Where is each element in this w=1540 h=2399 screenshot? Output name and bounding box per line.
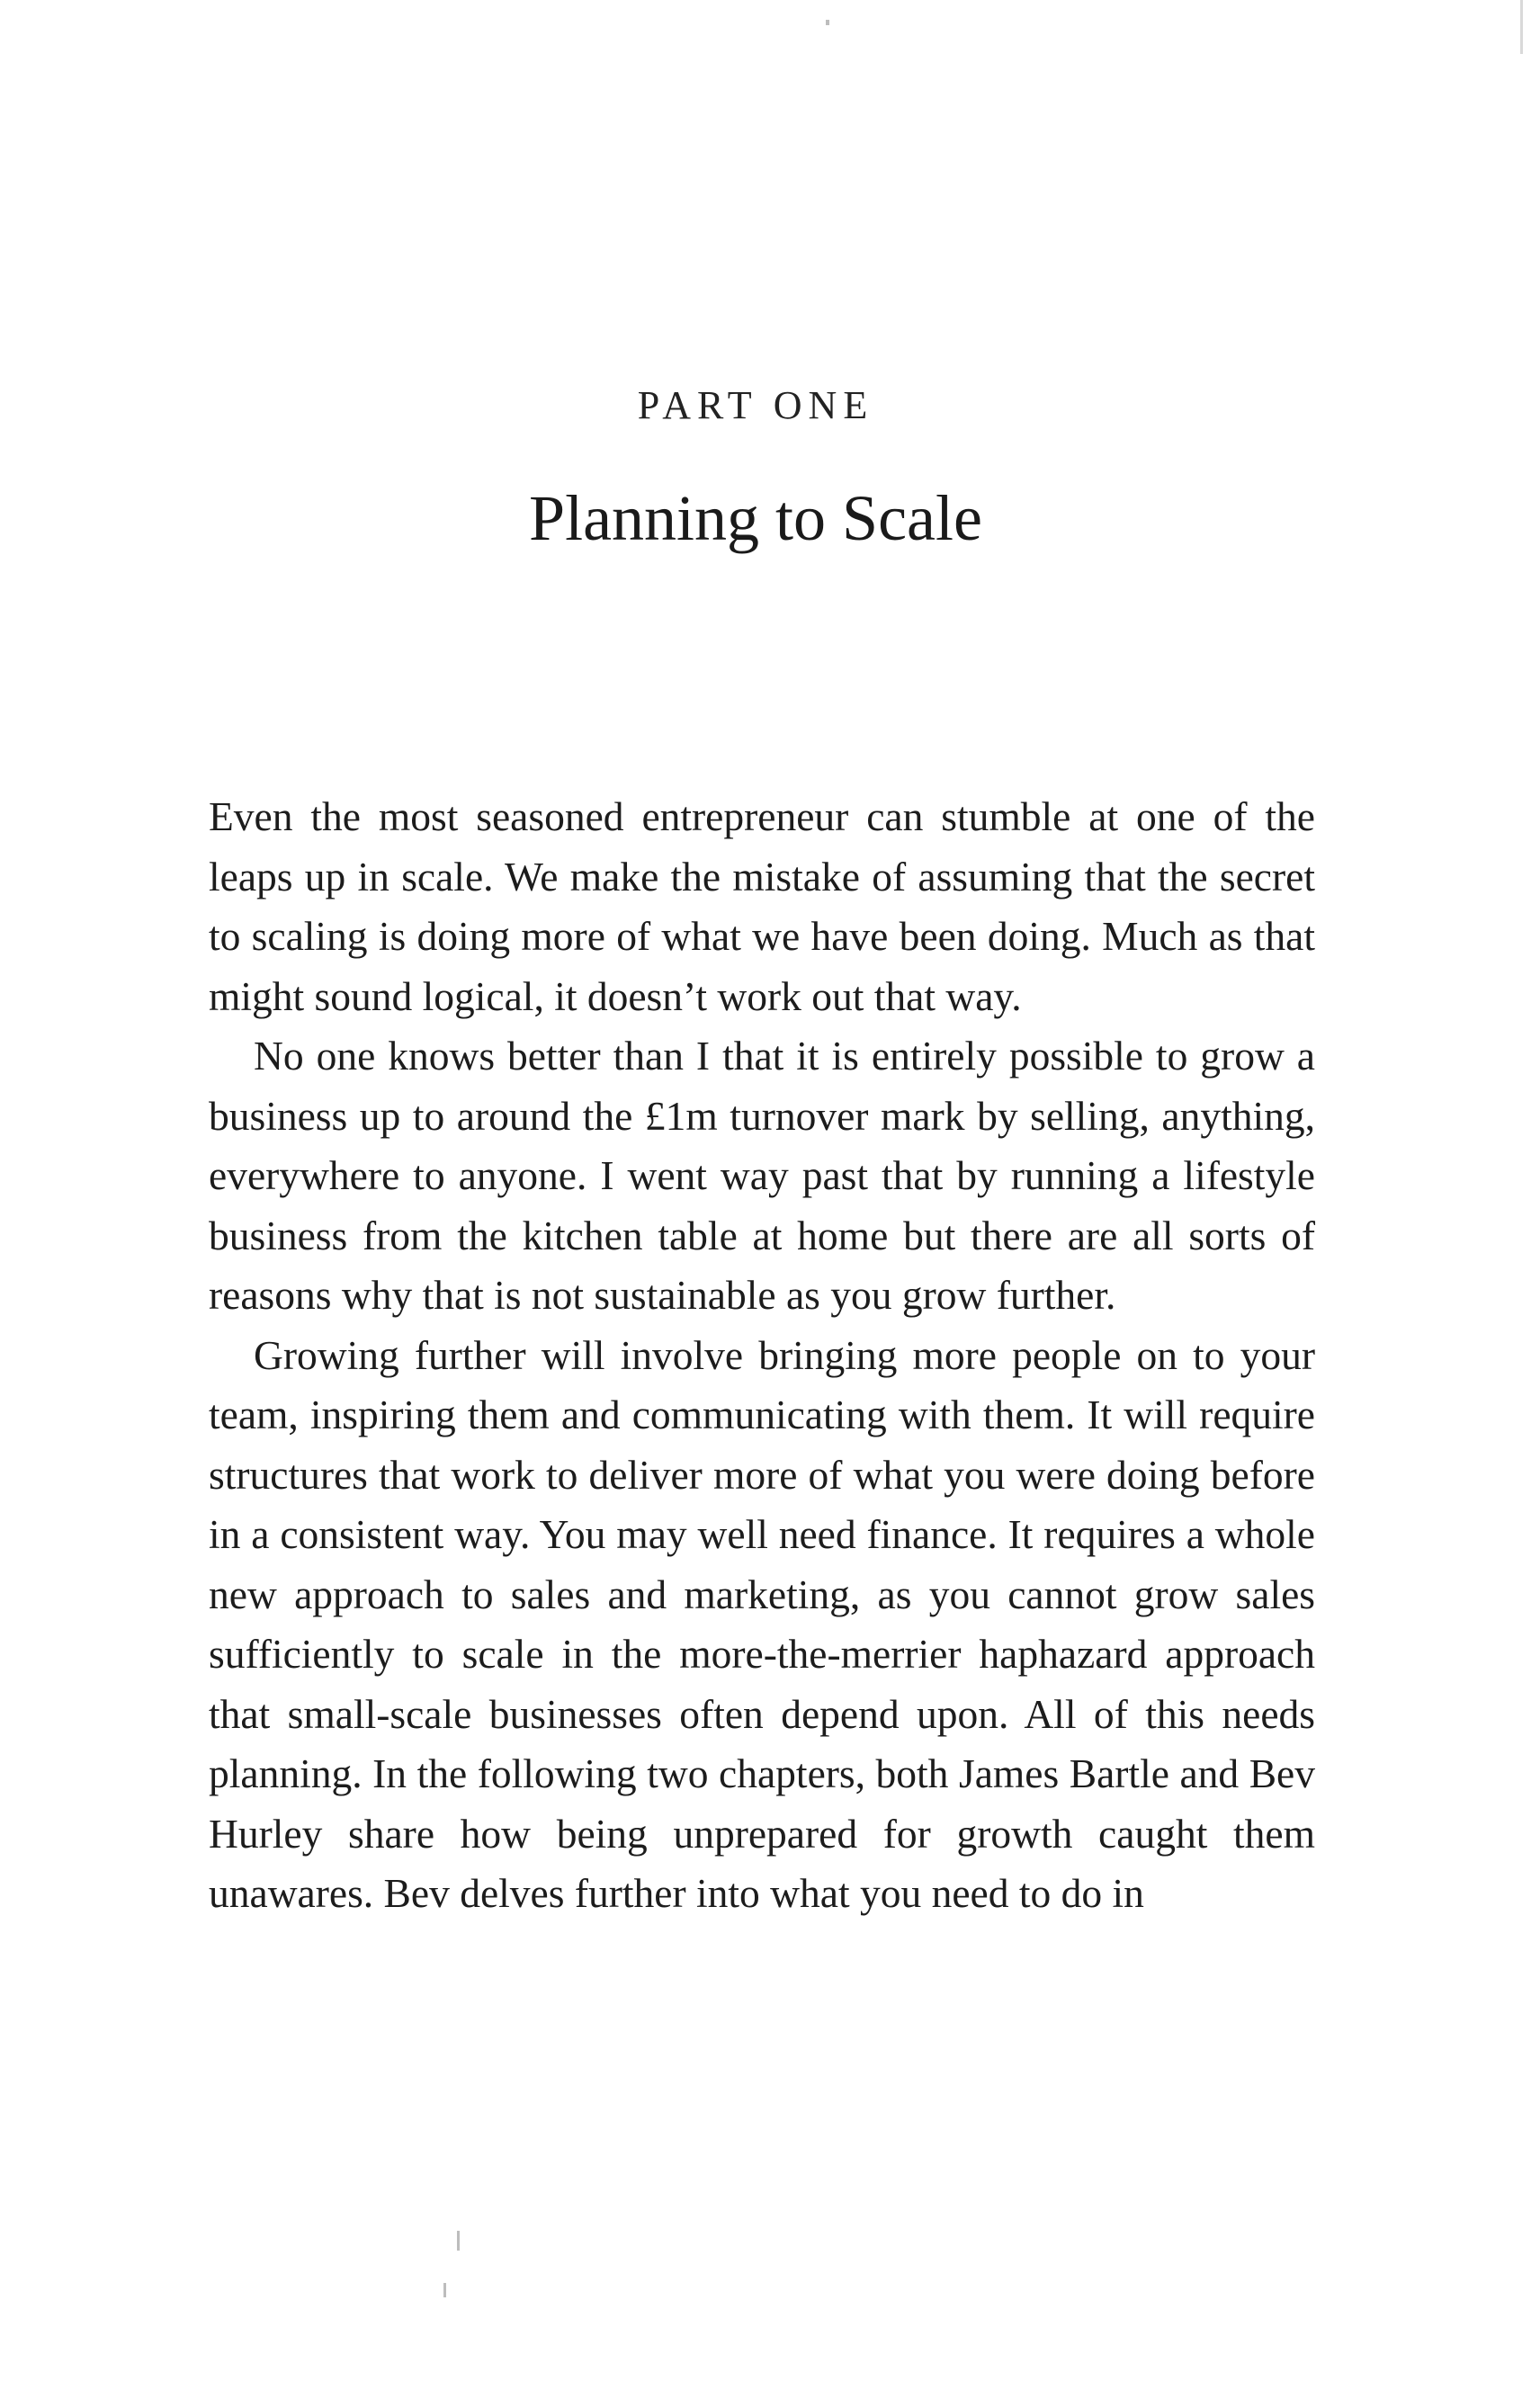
scan-speck [443,2283,446,2297]
body-text [209,787,1315,1924]
paragraph-3: Growing further will involve bringing more people on to your team, inspiring them and communicating with them. It will require structures that work to deliver more of what you were doing before in a consistent way. You may well need finance. It requires a whole new approach to sales and marketing, as you cannot grow sales sufficiently to scale in the more-the-merrier haphazard approach that small-scale businesses often depend upon. All of this needs planning. In the following two chapters, both James Bartle and Bev Hurley share how being unprepared for growth caught them unawares. Bev delves further into what you need to do in [209,1331,1315,1916]
paragraph-1: Even the most seasoned entrepreneur can stumble at one of the leaps up in scale. We make the mistake of assuming that the secret to scaling is doing more of what we have been doing. Much as that might sound logical, it doesn’t work out that way. [209,793,1315,1019]
scan-speck [1520,0,1523,54]
part-title: Planning to Scale [529,482,982,554]
scan-speck [826,20,829,25]
part-label: PART ONE [637,383,874,427]
paragraph-2: No one knows better than I that it is entirely possible to grow a business up to around the £1m turnover mark by selling, anything, everywhere to anyone. I went way past that by running a lifestyle business from the kitchen table at home but there are all sorts of reasons why that is not sustainable as you grow further. [209,1033,1315,1318]
scan-speck [457,2231,460,2251]
